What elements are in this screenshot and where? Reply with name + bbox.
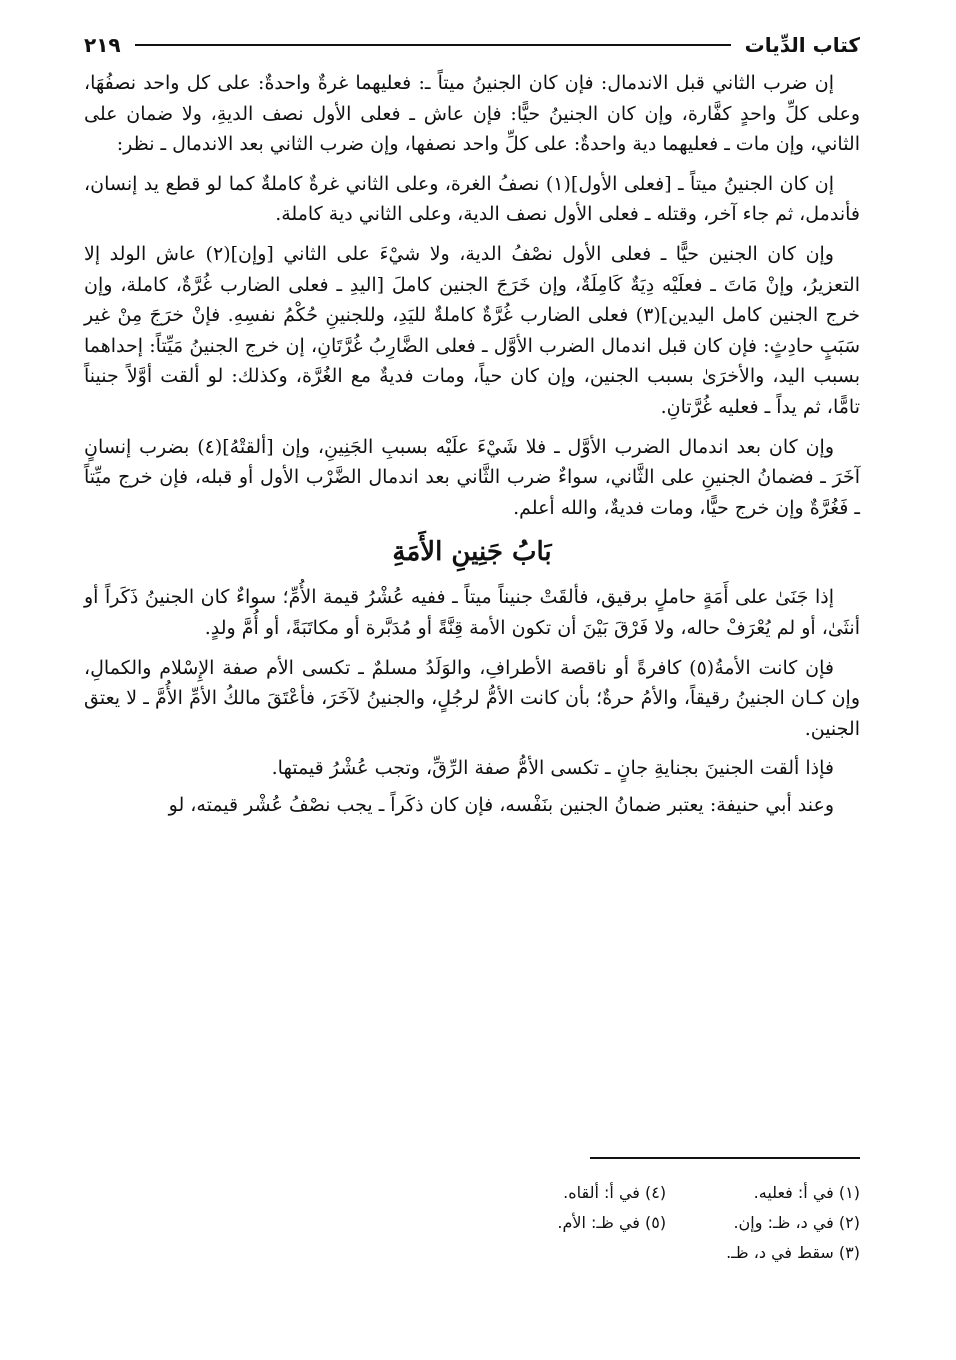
paragraph: وإن كان الجنين حيًّا ـ فعلى الأول نصْفُ الدية، ولا شيْءَ على الثاني [وإن](٢) عاش الولد إلا التعزيرُ، وإنْ مَاتَ ـ فعلَيْه دِيَةٌ كَامِلَةٌ، وإن خَرَجَ الجنين كاملَ [اليدِ ـ فعلى الضارب غُرَّةٌ، كاملة، وإن خرج الجنين كامل اليدين](٣) فعلى الضارب غُرَّةٌ كاملةٌ لليَدِ، وللجنينِ حُكْمُ نفسِهِ. فإنْ خرَجَ مِنْ غير سَبَبٍ حادِثٍ: فإن كان قبل اندمال الضرب الأوَّل ـ فعلى الضَّارِبُ غُرَّتَانِ، إن خرج الجنينُ مَيِّتاً: إحداهما بسبب اليد، والأخرَىٰ بسبب الجنين، وإن كان حياً، ومات فديةٌ مع الغُرَّة، وكذلك: لو ألقت أوَّلاً جنيناً تامًّا، ثم يداً ـ فعليه غُرَّتانِ. xyxy=(84,242,860,418)
footnote: (١) في أ: فعليه. xyxy=(753,1183,860,1202)
footnotes-column-left xyxy=(557,1178,666,1268)
footnote-rule xyxy=(590,1157,860,1159)
paragraph: فإن كانت الأمةُ(٥) كافرةً أو ناقصة الأطرافِ، والوَلَدُ مسلمٌ ـ تكسى الأم صفة الإِسْلام والكمالِ، وإن كـان الجنينُ رقيقاً، والأمُ حرةٌ؛ بأن كانت الأمُّ لرجُلٍ، والجنينُ لآخَرَ، فأعْتَقَ مالكُ الأمِّ الأُمَّ ـ لا يعتق الجنين. xyxy=(84,656,860,740)
page-number: ٢١٩ xyxy=(84,33,121,57)
paragraph: إذا جَنَىٰ على أَمَةٍ حاملٍ برقيق، فألقَتْ جنيناً ميتاً ـ ففيه عُشْرُ قيمة الأُمِّ؛ سواءٌ كان الجنينُ ذَكَراً أو أنثَىٰ، أو لم يُعْرَفْ حاله، ولا فَرْقَ بَيْنَ أن تكون الأمة قِنَّةً أو مُدَبَّرة أو مكاتَبَةً، أو أُمَّ ولدٍ. xyxy=(84,586,860,639)
book-title: كتاب الدِّيات xyxy=(744,33,860,57)
main-text xyxy=(84,68,860,820)
footnote: (٤) في أ: ألقاه. xyxy=(563,1183,667,1202)
footnotes xyxy=(340,1178,860,1268)
chapter-title: بَابُ جَنِينِ الأَمَةِ xyxy=(392,537,552,568)
paragraph: وإن كان بعد اندمال الضرب الأوَّل ـ فلا شَيْءَ علَيْه بسببِ الجَنِينِ، وإن [ألقتْهُ](٤) بضرب إنسانٍ آخَرَ ـ فضمانُ الجنينِ على الثَّاني، سواءٌ ضرب الثَّاني بعد اندمال الضَّرْب الأول أو قبله، فإن خرج ميِّتاً ـ فَغُرَّةٌ وإن خرج حيًّا، ومات فديةٌ، والله أعلم. xyxy=(84,435,860,519)
footnotes-column-right xyxy=(726,1178,860,1268)
footnote: (٥) في ظـ: الأم. xyxy=(557,1213,667,1232)
running-header xyxy=(84,28,860,62)
footnote: (٢) في د، ظـ: وإن. xyxy=(733,1213,860,1232)
header-rule xyxy=(135,44,731,46)
paragraph: وعند أبي حنيفة: يعتبر ضمانُ الجنين بنَفْسه، فإن كان ذكَراً ـ يجب نصْفُ عُشْر قيمته، لو xyxy=(168,793,834,816)
paragraph: إن ضرب الثاني قبل الاندمال: فإن كان الجنينُ ميتاً ـ: فعليهما غرةٌ واحدةٌ: على كل واحد نصفُهَا، وعلى كلِّ واحدٍ كفَّارة، وإن كان الجنينُ حيًّا: فإن عاش ـ فعلى الأول نصف الديةِ، ولا ضمان على الثاني، وإن مات ـ فعليهما دية واحدةٌ: على كلِّ واحد نصفها، وإن ضرب الثاني بعد الاندمال ـ نظر: xyxy=(84,72,860,156)
paragraph: إن كان الجنينُ ميتاً ـ [فعلى الأول](١) نصفُ الغرة، وعلى الثاني غرةٌ كاملةٌ كما لو قطع يد إنسان، فأندمل، ثم جاء آخر، وقتله ـ فعلى الأول نصف الدية، وعلى الثاني دية كاملة. xyxy=(84,172,860,226)
footnote: (٣) سقط في د، ظـ. xyxy=(726,1243,860,1262)
paragraph: فإذا ألقت الجنينَ بجنايةِ جانٍ ـ تكسى الأمُّ صفة الرِّقِّ، وتجب عُشْرُ قيمتها. xyxy=(271,757,834,780)
